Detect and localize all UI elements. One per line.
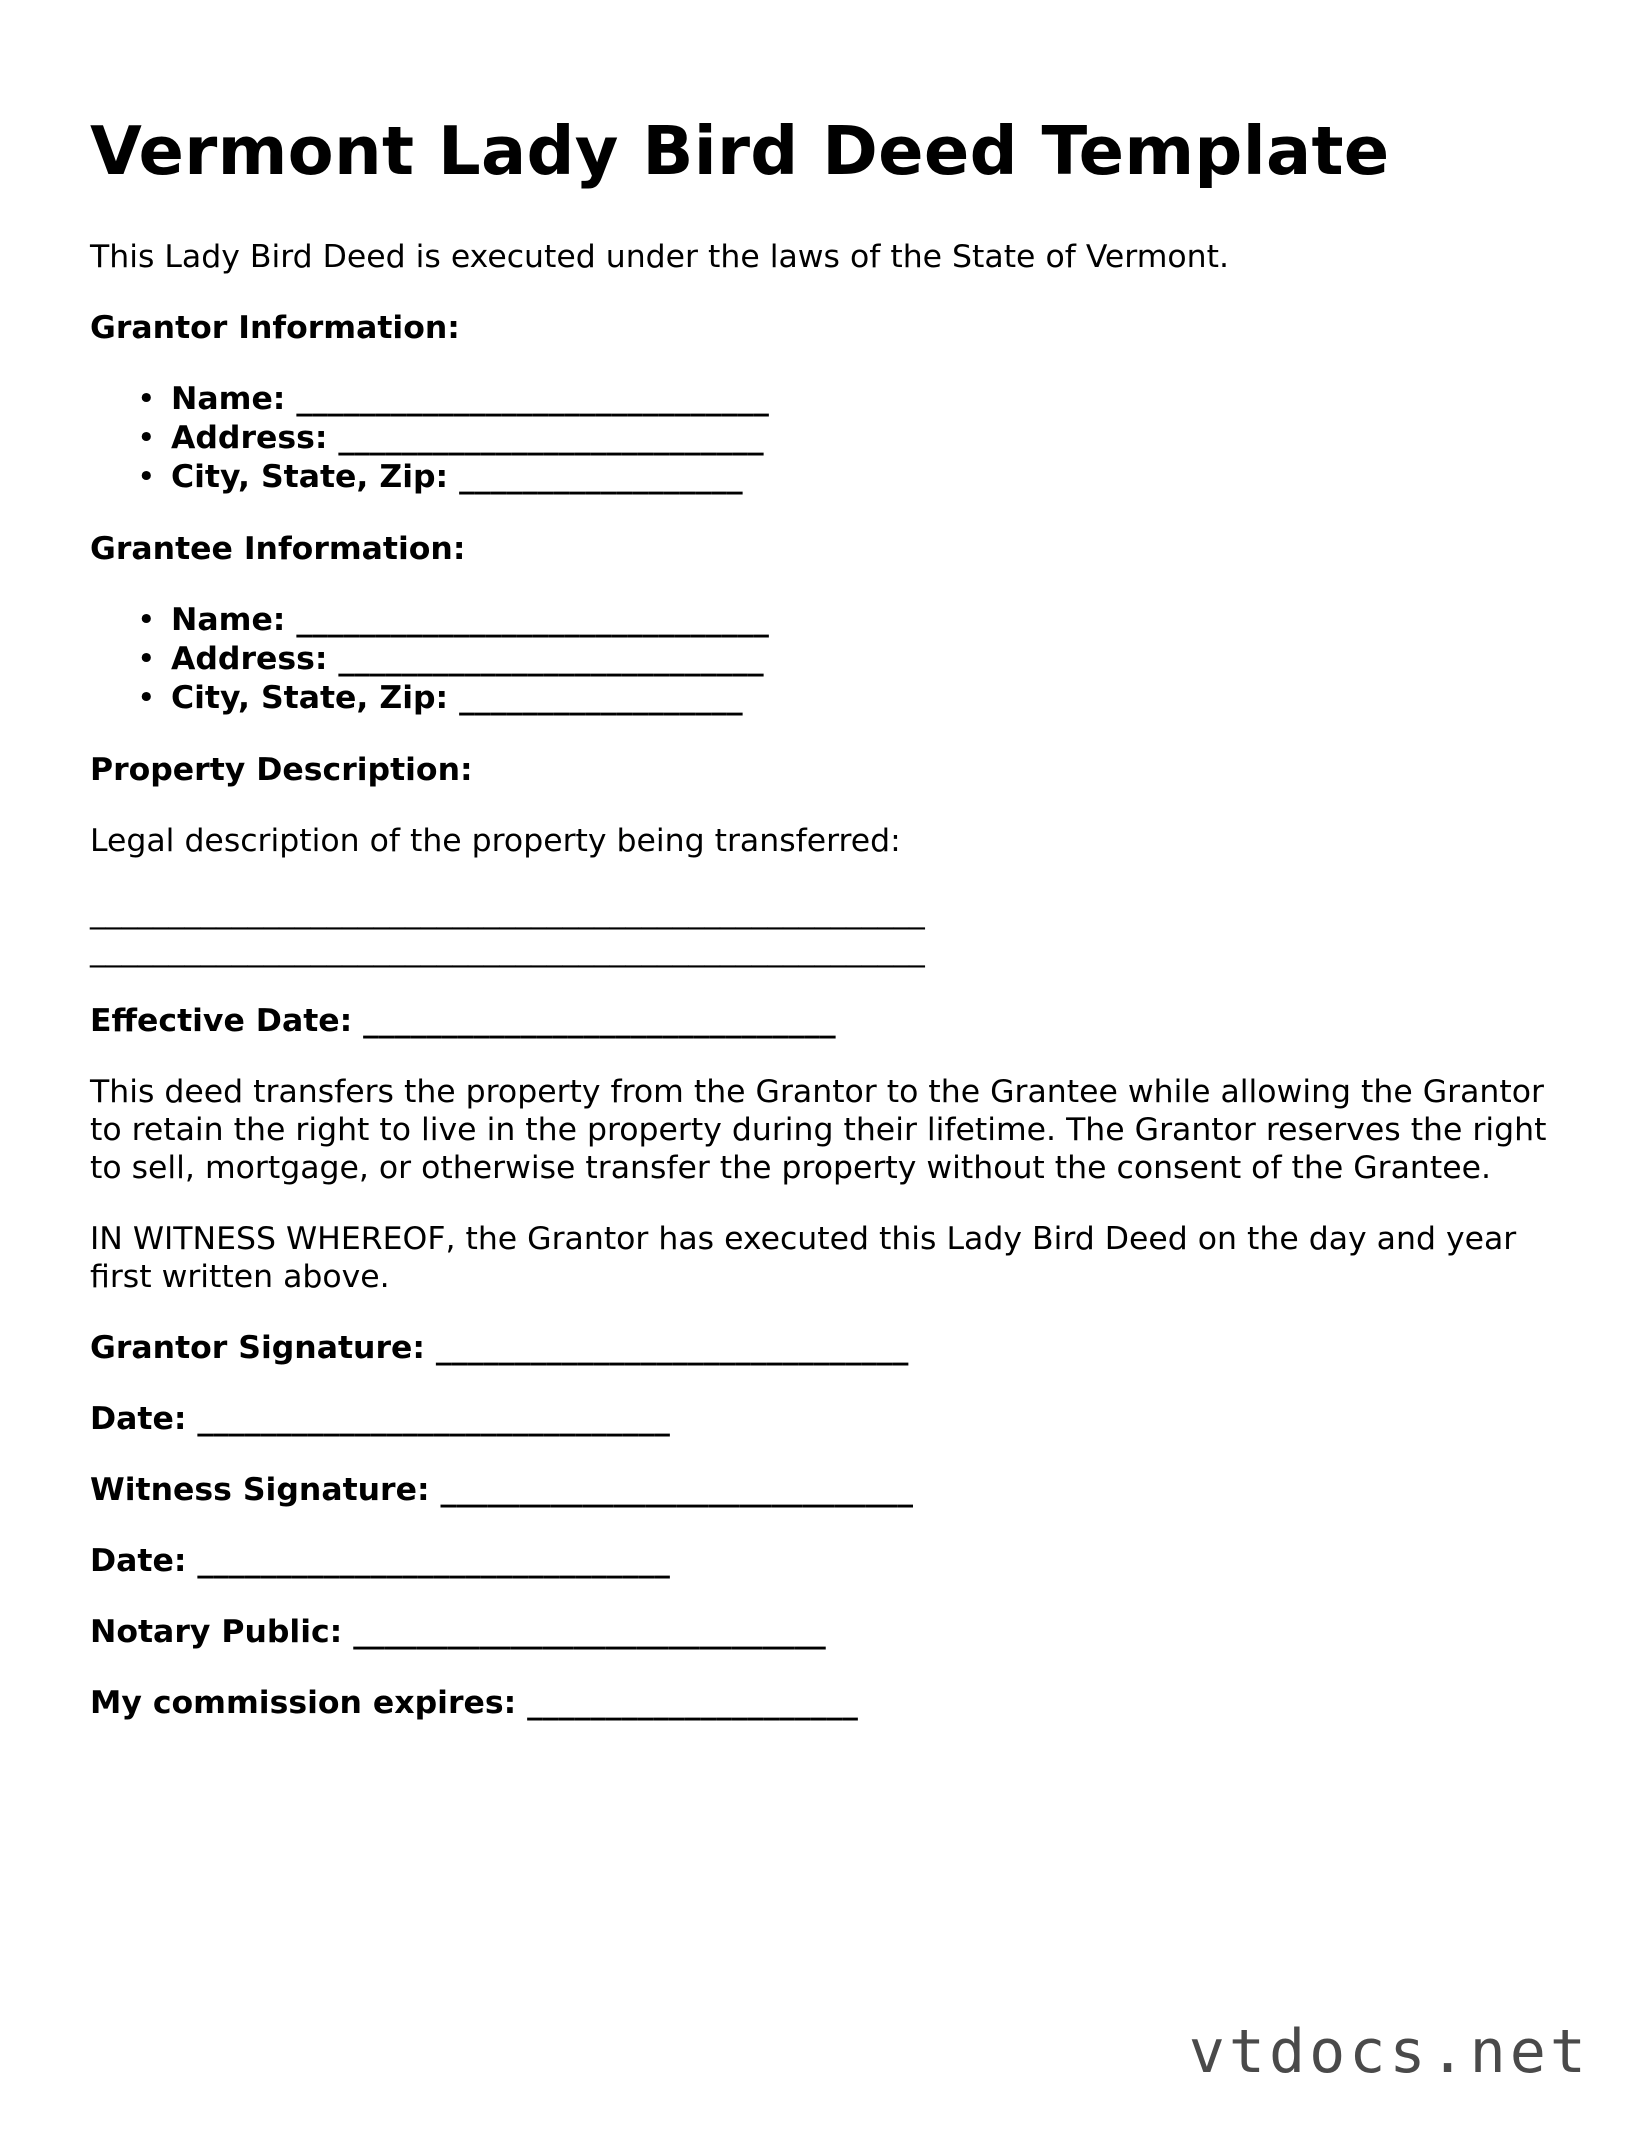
document-page [90,108,1560,1722]
document-title: Vermont Lady Bird Deed Template [90,112,1390,190]
grantor-heading: Grantor Information: [90,310,460,346]
effective-date-field[interactable]: Effective Date: ______________________________ [90,1003,836,1039]
property-heading: Property Description: [90,752,473,788]
grantor-date-field[interactable]: Date: ______________________________ [90,1401,670,1437]
commission-expires-field[interactable]: My commission expires: _____________________ [90,1685,858,1721]
witness-paragraph: IN WITNESS WHEREOF, the Grantor has executed this Lady Bird Deed on the day and year first written above. [90,1221,1517,1295]
grantee-address-field[interactable]: • Address: ___________________________ [171,640,1560,679]
property-label: Legal description of the property being transferred: [90,823,901,859]
grantor-address-field[interactable]: • Address: ___________________________ [171,419,1560,458]
property-description-line-2[interactable]: _____________________________________________________ [90,932,925,968]
notary-public-field[interactable]: Notary Public: ______________________________ [90,1614,826,1650]
grantee-city-state-zip-field[interactable]: • City, State, Zip: __________________ [171,679,1560,718]
grantee-heading: Grantee Information: [90,531,466,567]
grantor-fields [90,380,1560,497]
witness-date-field[interactable]: Date: ______________________________ [90,1543,670,1579]
grantor-name-field[interactable]: • Name: ______________________________ [171,380,1560,419]
grantee-fields [90,601,1560,718]
witness-signature-field[interactable]: Witness Signature: ______________________________ [90,1472,914,1508]
grantee-name-field[interactable]: • Name: ______________________________ [171,601,1560,640]
intro-text: This Lady Bird Deed is executed under the laws of the State of Vermont. [90,239,1229,275]
grantor-signature-field[interactable]: Grantor Signature: ______________________________ [90,1330,909,1366]
transfer-paragraph: This deed transfers the property from the Grantor to the Grantee while allowing the Grantor to retain the right to live in the property during their lifetime. The Grantor reserves the right to sell, mortgage, or otherwise transfer the property without the consent of the Grantee. [90,1074,1547,1186]
grantor-city-state-zip-field[interactable]: • City, State, Zip: __________________ [171,458,1560,497]
footer-brand: vtdocs.net [1188,2017,1590,2087]
property-description-line-1[interactable]: _____________________________________________________ [90,894,925,930]
